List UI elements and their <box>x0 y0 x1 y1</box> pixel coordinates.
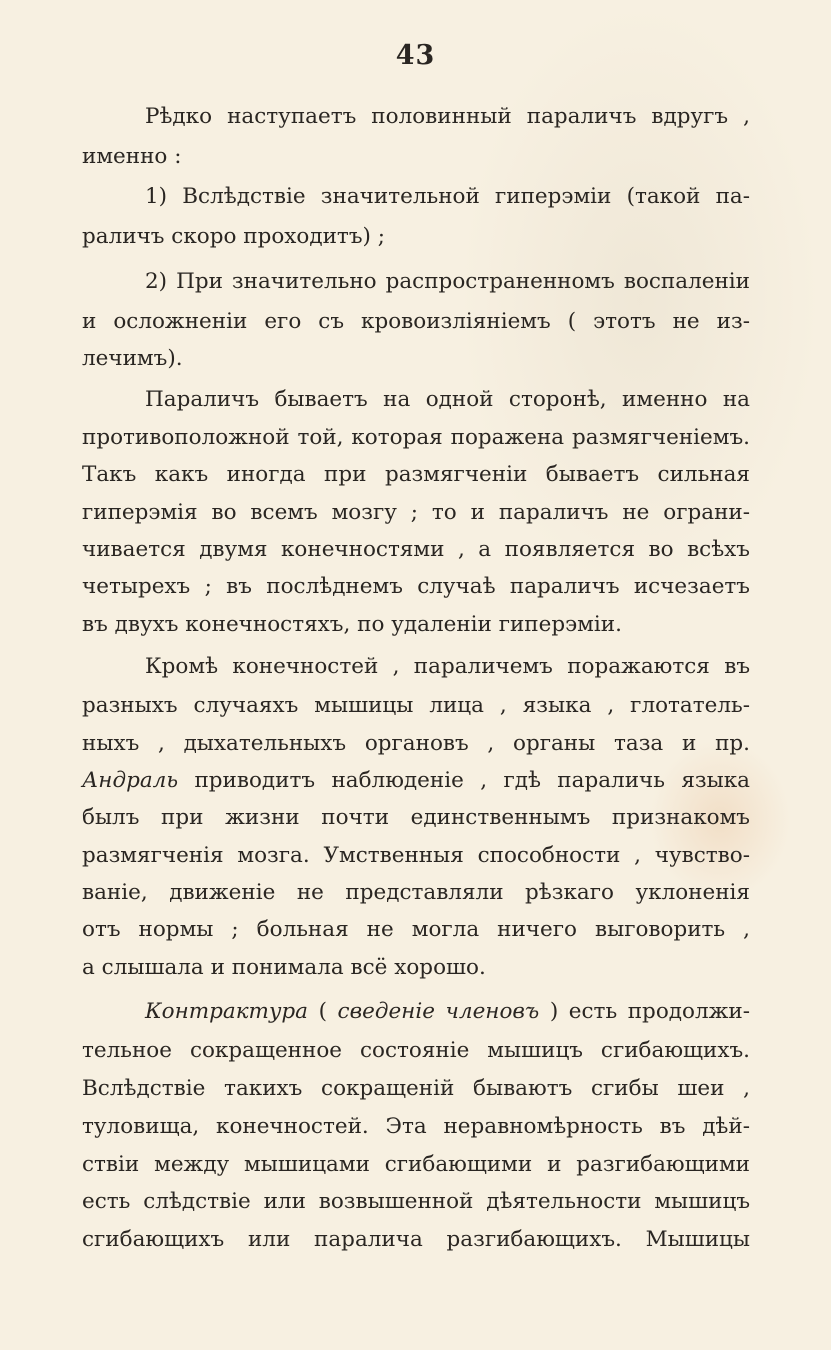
text-line: а слышала и понимала всё хорошо. <box>82 955 486 980</box>
text-line: въ двухъ конечностяхъ, по удаленіи гиперэміи. <box>82 612 622 637</box>
text-line: гиперэмія во всемъ мозгу ; то и параличъ не ограни- <box>82 500 750 525</box>
text-line: противоположной той, которая поражена размягченіемъ. <box>82 425 750 450</box>
text-line: отъ нормы ; больная не могла ничего выговорить , <box>82 917 750 942</box>
text-line: размягченія мозга. Умственныя способности , чувство- <box>82 843 750 868</box>
text-line: 1) Вслѣдствіе значительной гиперэміи (такой па- <box>145 184 750 209</box>
text-line: 2) При значительно распространенномъ воспаленіи <box>145 269 750 294</box>
text-line: есть слѣдствіе или возвышенной дѣятельности мышицъ <box>82 1189 750 1214</box>
text-line: Контрактура ( сведеніе членовъ ) есть продолжи- <box>145 999 750 1024</box>
text-line: ваніе, движеніе не представляли рѣзкаго уклоненія <box>82 880 750 905</box>
text-line: Рѣдко наступаетъ половинный параличъ вдругъ , <box>145 104 750 129</box>
text-line: Вслѣдствіе такихъ сокращеній бываютъ сгибы шеи , <box>82 1076 750 1101</box>
text-line: туловища, конечностей. Эта неравномѣрность въ дѣй- <box>82 1114 750 1139</box>
term-gloss-italic: сведеніе членовъ <box>337 999 540 1024</box>
text-line: четырехъ ; въ послѣднемъ случаѣ параличъ исчезаетъ <box>82 574 750 599</box>
text-line: Такъ какъ иногда при размягченіи бываетъ сильная <box>82 462 750 487</box>
text-line: чивается двумя конечностями , а появляется во всѣхъ <box>82 537 750 562</box>
text-line: ствіи между мышицами сгибающими и разгибающими <box>82 1152 750 1177</box>
text-line: разныхъ случаяхъ мышицы лица , языка , глотатель- <box>82 693 750 718</box>
text-line: сгибающихъ или паралича разгибающихъ. Мышицы <box>82 1227 750 1252</box>
text-line: ныхъ , дыхательныхъ органовъ , органы таза и пр. <box>82 731 750 756</box>
text-line: именно : <box>82 144 182 169</box>
page-number: 43 <box>395 40 436 71</box>
author-name-italic: Андраль <box>82 768 179 793</box>
text-line: Андраль приводитъ наблюденіе , гдѣ параличь языка <box>82 768 750 793</box>
text-line: былъ при жизни почти единственнымъ признакомъ <box>82 805 750 830</box>
text-line: лечимъ). <box>82 346 183 371</box>
text-line: Параличъ бываетъ на одной сторонѣ, именно на <box>145 387 750 412</box>
text-line: тельное сокращенное состояніе мышицъ сгибающихъ. <box>82 1038 750 1063</box>
term-italic: Контрактура <box>145 999 308 1024</box>
text-line: и осложненіи его съ кровоизліяніемъ ( этотъ не из- <box>82 309 750 334</box>
text-line: раличъ скоро проходитъ) ; <box>82 224 385 249</box>
text-line: Кромѣ конечностей , параличемъ поражаются въ <box>145 654 750 679</box>
